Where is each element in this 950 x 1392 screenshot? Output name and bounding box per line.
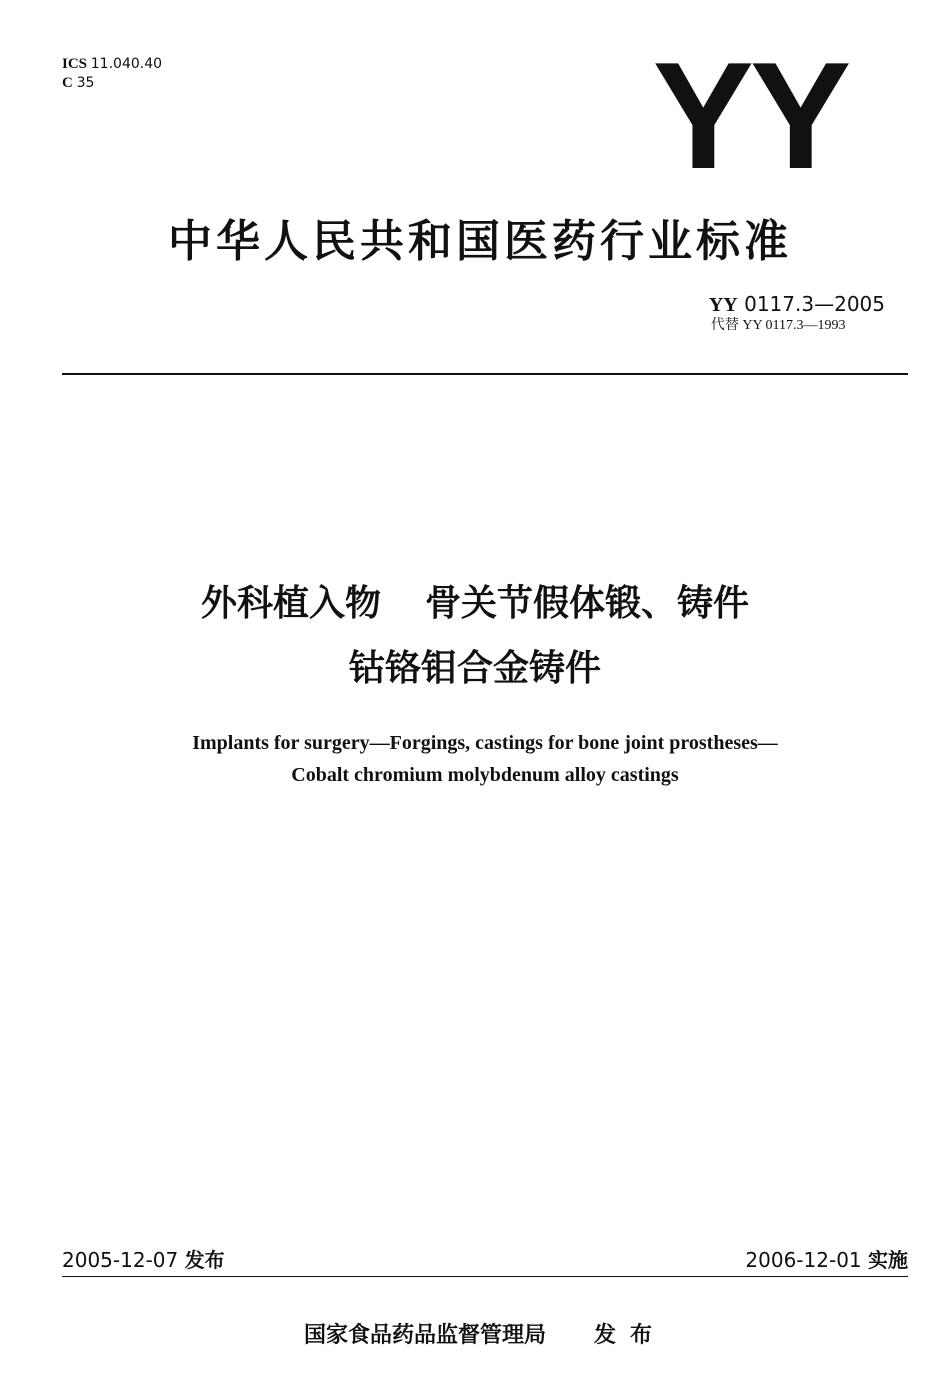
yy-logo [640, 48, 860, 178]
ccs-line [62, 74, 162, 93]
standard-category-heading: 中华人民共和国医药行业标准 [168, 216, 792, 267]
implement-label: 实施 [868, 1248, 908, 1272]
title-cn-line2: 钴铬钼合金铸件 [348, 648, 601, 689]
standard-prefix: YY [708, 294, 738, 316]
publisher-action: 发布 [594, 1323, 667, 1348]
issue-date: 2005-12-07 [62, 1248, 179, 1272]
replaces-note: 代替 YY 0117.3—1993 [710, 318, 846, 333]
header-divider [62, 373, 908, 375]
publisher-name: 国家食品药品监督管理局 [303, 1323, 546, 1348]
publisher-block [0, 1318, 950, 1349]
title-cn-part2: 骨关节假体锻、铸件 [425, 583, 750, 624]
standard-code-block [709, 292, 885, 335]
ccs-label: C [62, 75, 73, 91]
issue-date-block [62, 1244, 225, 1273]
standard-number [709, 292, 885, 317]
ics-line [62, 55, 162, 74]
title-en-line1: Implants for surgery—Forgings, castings for bone joint prostheses— [192, 732, 778, 754]
implement-date: 2006-12-01 [745, 1248, 862, 1272]
ics-code: 11.040.40 [90, 56, 163, 72]
ics-label: ICS [62, 56, 88, 72]
title-en-line2: Cobalt chromium molybdenum alloy castings [291, 764, 679, 786]
classification-codes [62, 55, 162, 93]
issue-label: 发布 [184, 1248, 225, 1272]
ccs-code: 35 [76, 75, 95, 91]
title-cn-part1: 外科植入物 [200, 583, 381, 624]
yy-logo-text: YY [652, 48, 848, 178]
title-cn-line1 [0, 575, 950, 626]
footer-divider [62, 1276, 908, 1277]
standard-number-value: 0117.3—2005 [744, 292, 885, 316]
implement-date-block [745, 1244, 908, 1273]
